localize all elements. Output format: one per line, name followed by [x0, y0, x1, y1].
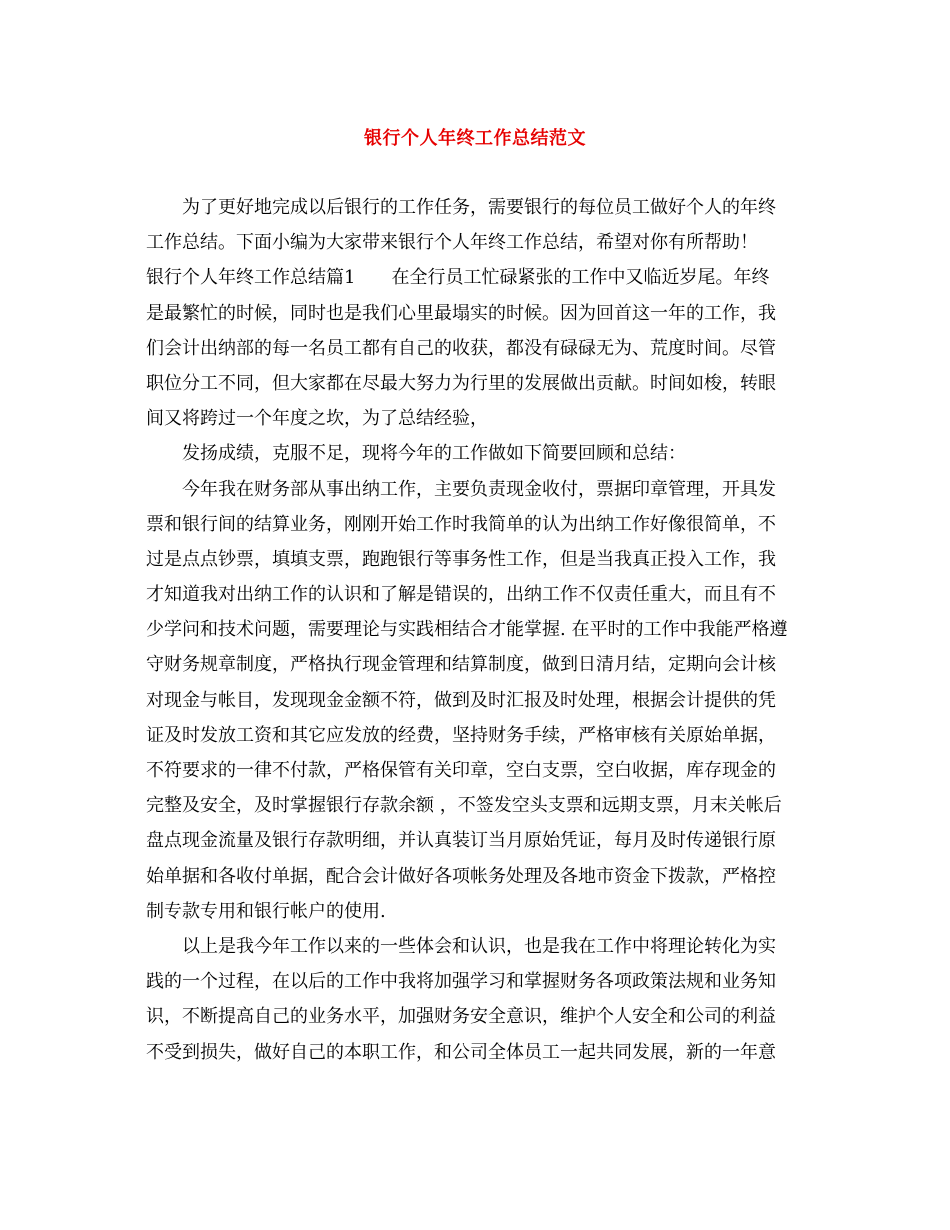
text-line: 是最繁忙的时候，同时也是我们心里最塌实的时候。因为回首这一年的工作，我	[146, 302, 776, 324]
text-line: 发扬成绩，克服不足，现将今年的工作做如下简要回顾和总结：	[182, 443, 686, 465]
text-line: 守财务规章制度，严格执行现金管理和结算制度，做到日清月结，定期向会计核	[146, 654, 776, 676]
text-line: 今年我在财务部从事出纳工作，主要负责现金收付，票据印章管理，开具发	[182, 478, 776, 500]
text-line: 工作总结。下面小编为大家带来银行个人年终工作总结，希望对你有所帮助！	[146, 232, 758, 254]
section-heading: 银行个人年终工作总结篇1	[146, 267, 356, 289]
text-line: 少学问和技术问题，需要理论与实践相结合才能掌握. 在平时的工作中我能严格遵	[146, 619, 788, 641]
text-line: 盘点现金流量及银行存款明细，并认真装订当月原始凭证，每月及时传递银行原	[146, 830, 776, 852]
text-line: 识，不断提高自己的业务水平，加强财务安全意识，维护个人安全和公司的利益	[146, 1006, 776, 1028]
text-line: 过是点点钞票，填填支票，跑跑银行等事务性工作，但是当我真正投入工作，我	[146, 548, 776, 570]
text-line: 不受到损失，做好自己的本职工作，和公司全体员工一起共同发展，新的一年意	[146, 1041, 776, 1063]
text-segment: 在全行员工忙碌紧张的工作中又临近岁尾。年终	[391, 267, 770, 289]
text-line: 才知道我对出纳工作的认识和了解是错误的，出纳工作不仅责任重大，而且有不	[146, 584, 776, 606]
text-line: 完整及安全，及时掌握银行存款余额 ，不签发空头支票和远期支票，月末关帐后	[146, 795, 782, 817]
text-line: 们会计出纳部的每一名员工都有自己的收获，都没有碌碌无为、荒度时间。尽管	[146, 337, 776, 359]
text-line: 为了更好地完成以后银行的工作任务，需要银行的每位员工做好个人的年终	[182, 197, 776, 218]
text-line: 制专款专用和银行帐户的使用.	[146, 900, 386, 922]
text-line: 不符要求的一律不付款，严格保管有关印章，空白支票，空白收据，库存现金的	[146, 760, 776, 781]
text-line: 对现金与帐目，发现现金金额不符，做到及时汇报及时处理，根据会计提供的凭	[146, 689, 776, 711]
text-line-heading	[146, 260, 806, 295]
text-line: 证及时发放工资和其它应发放的经费，坚持财务手续，严格审核有关原始单据，	[146, 724, 776, 746]
text-line: 始单据和各收付单据，配合会计做好各项帐务处理及各地市资金下拨款，严格控	[146, 865, 776, 887]
text-line: 以上是我今年工作以来的一些体会和认识，也是我在工作中将理论转化为实	[182, 935, 776, 957]
text-line: 践的一个过程，在以后的工作中我将加强学习和掌握财务各项政策法规和业务知	[146, 971, 776, 993]
text-line: 间又将跨过一个年度之坎，为了总结经验，	[146, 408, 488, 430]
document-body	[146, 190, 806, 1070]
document-title: 银行个人年终工作总结范文	[364, 128, 586, 149]
text-line: 职位分工不同，但大家都在尽最大努力为行里的发展做出贡献。时间如梭，转眼	[146, 372, 776, 394]
text-line: 票和银行间的结算业务，刚刚开始工作时我简单的认为出纳工作好像很简单，不	[146, 513, 776, 535]
